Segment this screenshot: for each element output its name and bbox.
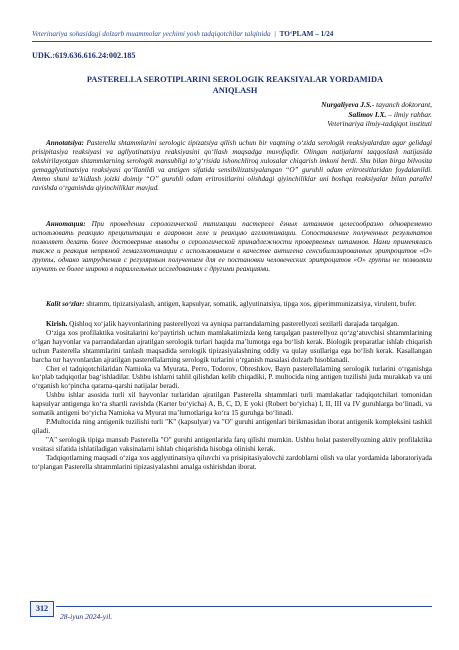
abstract-ru-label: Аннотация: [46,220,86,228]
abstract-ru-text: При проведении серологической типизации пастерелл ёзных штаммов целесообразно одновременно использовать реакцию преципитации в агаровом геле и реакцию агглютинации. Сопоставление полученных результатов позволяет делать более достоверные выводы о серологической принадлежности проверяемых штаммов. Нами применялась также и реакция непрямой гемагглютинации с использованием в качестве антигена сенсибилизированных эритроцитов «О» группы, однако затруднения с регулярным получением для ее постановки человеческих эритроцитов «О» группы не позволяли изучить ее более широко в параллельных исследованиях с другими реакциями. [32,220,432,273]
page-number: 312 [30,601,54,617]
paragraph: "A" serologik tipiga mansub Pasterella "O" guruhi antigenlarida farq qilishi mumkin. Ushbu holat pasterellyozning aktiv profilaktika vositasi sifatida ishlatiladigan vaksinalarni ishlab chiqarishda hisobga olinishi kerak. [32,435,432,453]
author-name: Salimov I.X. [348,109,387,119]
section-heading: Kirish. [46,320,68,328]
abstract-uz-text: Pasterella shtammlarini serologic tipizatsiya qilish uchun bir vaqtning o‘zida serologik reaksiyalardan agar gelidagi prisipitasiya reaksiyasi va agllyutinatsiya reaksiyasini qo‘llash maqsadga muvofiqdir. Olingan natijalarni taqqoslash natijasida tekshirilayotgan shtammlarning serologik mansubligi to‘g‘risida ishonchliroq xulosalar chiqarish imkoni berdi. Shu bilan birga bilvosita gemagglyutinatsiya reaksiyasi qo‘llanildi va antigen sifatida sensibilizatsiyalangan “O” guruhli odam eritrotsitlaridan foydalanildi. Ammo shuni ta’kidlash joizki doimiy “O” guruhli odam eritrositlarini olishdagi qiyinchiliklar uni boshqa reaksiyalar bilan parallel ravishda o‘rganishda qiyinchiliklar mavjud. [32,139,432,192]
journal-title: Veterinariya sohasidagi dolzarb muammolar yechimi yosh tadqiqotchilar talqinida [32,30,271,38]
keywords [32,300,432,309]
author-affiliation: Veterinariya ilmiy-tadqiqot instituti [327,119,432,129]
paragraph: Chet el tadqiqotchilaridan Namioka va Myurata, Perro, Todorov, Obreshkov, Bayn pasterellalarning serologik turlarini o‘rganishga ko‘plab tadqiqotlar bag‘ishladilar. Ushbu ishlarni tahlil qilishdan kelib chiqadiki, P. multocida ning antigen tuzilishi juda murakkab va uni o‘rganish ko‘pincha qarama-qarshi natijalar beradi. [32,364,432,391]
abstract-ru [32,220,432,273]
author-2 [200,110,432,120]
keywords-label: Kalit so‘zlar: [46,300,85,308]
running-header [32,30,432,39]
author-role: - tayanch doktorant, [371,100,432,109]
author-block [200,100,432,129]
author-role: – ilmiy rahbar. [386,109,432,119]
header-divider [32,41,432,42]
footer-date: 28-iyun 2024-yil. [60,612,113,621]
paragraph: O‘ziga xos profilaktika vositalarini ko‘paytirish uchun mamlakatimizda keng tarqalgan pasterellyoz qo‘zg‘atuvchisi shtammlarining o‘lgan hayvonlar va parrandalardan ajratilgan serologik turlari haqida ma’lumotga ega bo‘lish kerak. Biologik preparatlar ishlab chiqarish uchun Pasterella shtammlarini tanlash maqsadida serologik tipizasiyalashning oddiy va qulay usullariga ega bo‘lish kerak. Kasallangan barcha tur hayvonlardan ajratilgan pasterellalarning serologik turlarini o‘rganish masalasi dolzarb hisoblanadi. [32,328,432,364]
author-name: Nurgaliyeva J.S. [321,100,372,109]
paragraph: Ushbu ishlar asosida turli xil hayvonlar turlaridan ajratilgan Pasterella shtammlari turli mamlakatlar tadqiqotchilari tomonidan kapsulyar antigenga ko‘ra shartli ravishda (Karter bo‘yicha) A, B, C, D, E yoki (Robert bo‘yicha) I, II, III va IV guruhlarga bo‘linadi, va somatik antigeni bo‘yicha Namioka va Myurat ma’lumotlariga ko‘ra 15 guruhga bo‘linadi. [32,391,432,418]
body-text [32,320,432,471]
paragraph: P.Multocida ning antigenik tuzilishi turli "K" (kapsulyar) va "O" guruhi antigenlari birikmasidan iborat antigenik kompleksini tashkil qiladi. [32,417,432,435]
paragraph: Tadqiqotlarning maqsadi o‘ziga xos agglyutinatsiya qiluvchi va prisipitasiyalovchi zardoblarni olish va ular yordamida laboratoriyada to‘plangan Pasterella shtammlarini tipizasiyalashni amalga oshirishdan iborat. [32,453,432,471]
abstract-uz [32,139,432,192]
abstract-uz-label: Annotatsiya: [46,139,84,147]
header-separator: | [274,30,276,38]
title-line-1: PASTERELLA SEROTIPLARINI SEROLOGIK REAKSIYALAR YORDAMIDA [86,75,384,84]
title-line-2: ANIQLASH [212,86,258,95]
udk-code: UDK.:619.636.616.24:002.185 [32,51,136,60]
footer-divider [56,606,432,607]
paragraph: Kirish. Qishloq xo‘jalik hayvonlarining pasterellyozi va ayniqsa parrandalarning pasterellyozi sezilarli darajada tarqalgan. [46,320,400,328]
keywords-text: shtamm, tipizatsiyalash, antigen, kapsulyar, somatik, aglyutinatsiya, tipga xos, giperimmunizatsiya, virulent, bufer. [84,300,417,308]
volume-label: TO‘PLAM – 1/24 [279,30,334,38]
article-title [40,74,430,96]
author-1 [200,100,432,110]
